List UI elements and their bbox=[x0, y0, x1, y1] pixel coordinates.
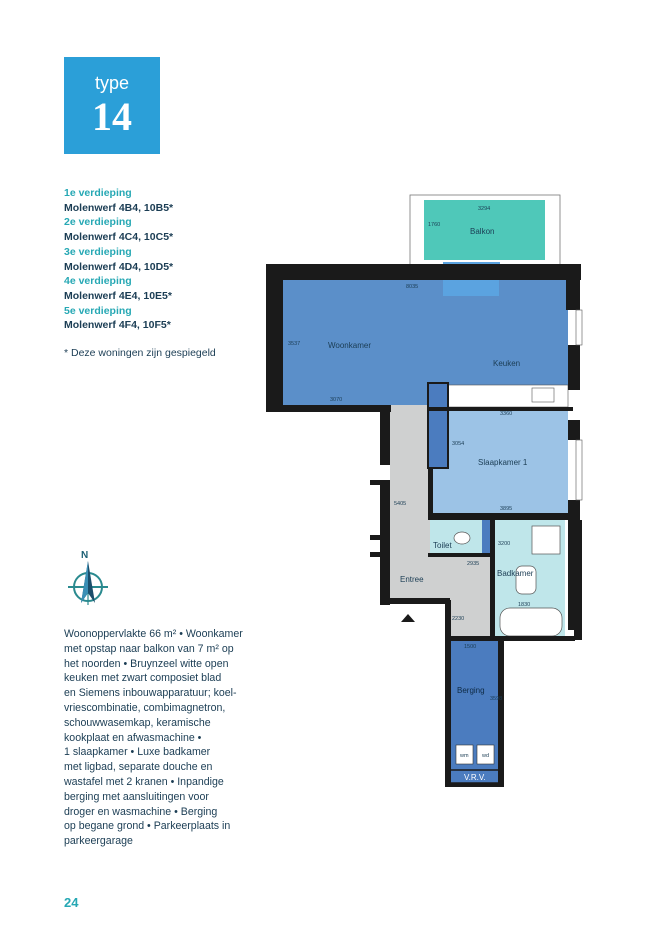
description-line: droger en wasmachine • Berging bbox=[64, 805, 218, 818]
description-line: het noorden • Bruynzeel witte open bbox=[64, 657, 229, 670]
type-badge bbox=[64, 57, 160, 154]
room-label-toilet: Toilet bbox=[433, 541, 452, 550]
dim-toilet-width: 2935 bbox=[467, 561, 480, 567]
room-label-balkon: Balkon bbox=[470, 227, 495, 236]
description-line: berging met aansluitingen voor bbox=[64, 790, 209, 803]
description-line: en Siemens inbouwapparatuur; koel- bbox=[64, 687, 237, 700]
dim-balkon-width: 3294 bbox=[478, 206, 491, 212]
floor-level: 5e verdieping bbox=[64, 304, 132, 317]
dim-berging-width: 1500 bbox=[464, 644, 477, 650]
dim-balkon-depth: 1760 bbox=[428, 222, 441, 228]
floor-addresses: Molenwerf 4B4, 10B5* bbox=[64, 201, 174, 214]
dim-woonkamer-height: 3537 bbox=[288, 341, 301, 347]
floor-addresses: Molenwerf 4C4, 10C5* bbox=[64, 231, 174, 244]
floor-level: 4e verdieping bbox=[64, 275, 132, 288]
floor-addresses: Molenwerf 4F4, 10F5* bbox=[64, 319, 171, 332]
description-line: parkeergarage bbox=[64, 835, 133, 848]
description-line: met ligbad, separate douche en bbox=[64, 761, 213, 774]
floor-addresses: Molenwerf 4E4, 10E5* bbox=[64, 289, 172, 302]
description bbox=[64, 627, 274, 849]
dim-entree-height: 5405 bbox=[394, 501, 407, 507]
room-label-badkamer: Badkamer bbox=[497, 569, 534, 578]
appliance-label-wm: wm bbox=[460, 753, 469, 759]
description-line: Woonoppervlakte 66 m² • Woonkamer bbox=[64, 628, 243, 640]
floor-plan bbox=[250, 185, 610, 795]
room-label-vrv: V.R.V. bbox=[464, 773, 486, 782]
description-line: vriescombinatie, combimagnetron, bbox=[64, 701, 226, 714]
dim-badkamer-width: 1830 bbox=[518, 602, 531, 608]
dim-slaapkamer-bottom: 3895 bbox=[500, 506, 513, 512]
dim-entree-low: 2230 bbox=[452, 616, 465, 622]
dim-badkamer-height: 3200 bbox=[498, 541, 511, 547]
appliance-label-wd: wd bbox=[482, 753, 490, 759]
dim-woonkamer-bottom: 3070 bbox=[330, 397, 343, 403]
description-line: met opstap naar balkon van 7 m² op bbox=[64, 642, 234, 655]
description-line: wastafel met 2 kranen • Inpandige bbox=[64, 775, 224, 788]
floor-level: 2e verdieping bbox=[64, 216, 132, 229]
description-line: op begane grond • Parkeerplaats in bbox=[64, 820, 231, 833]
description-line: kookplaat en afwasmachine • bbox=[64, 731, 202, 744]
dim-slaapkamer-width: 3360 bbox=[500, 411, 513, 417]
dim-berging-height: 3598 bbox=[490, 696, 503, 702]
mirror-note: * Deze woningen zijn gespiegeld bbox=[64, 347, 216, 359]
dim-woonkamer-width: 8035 bbox=[406, 284, 419, 290]
floor-list bbox=[64, 186, 264, 333]
page-number: 24 bbox=[64, 895, 79, 910]
room-label-entree: Entree bbox=[400, 575, 424, 584]
room-label-berging: Berging bbox=[457, 686, 485, 695]
room-label-slaapkamer: Slaapkamer 1 bbox=[478, 458, 528, 467]
floor-level: 1e verdieping bbox=[64, 187, 132, 199]
description-line: keuken met zwart composiet blad bbox=[64, 672, 222, 685]
room-label-woonkamer: Woonkamer bbox=[328, 341, 371, 350]
floor-level: 3e verdieping bbox=[64, 245, 132, 258]
description-line: 1 slaapkamer • Luxe badkamer bbox=[64, 746, 211, 759]
description-line: schouwwasemkap, keramische bbox=[64, 716, 211, 729]
dim-slaapkamer-height: 3054 bbox=[452, 441, 465, 447]
floor-addresses: Molenwerf 4D4, 10D5* bbox=[64, 260, 174, 273]
compass-north-letter: N bbox=[81, 550, 89, 561]
type-label: type bbox=[94, 73, 130, 93]
compass-icon bbox=[60, 547, 116, 607]
type-number: 14 bbox=[92, 94, 132, 139]
room-label-keuken: Keuken bbox=[493, 359, 521, 368]
